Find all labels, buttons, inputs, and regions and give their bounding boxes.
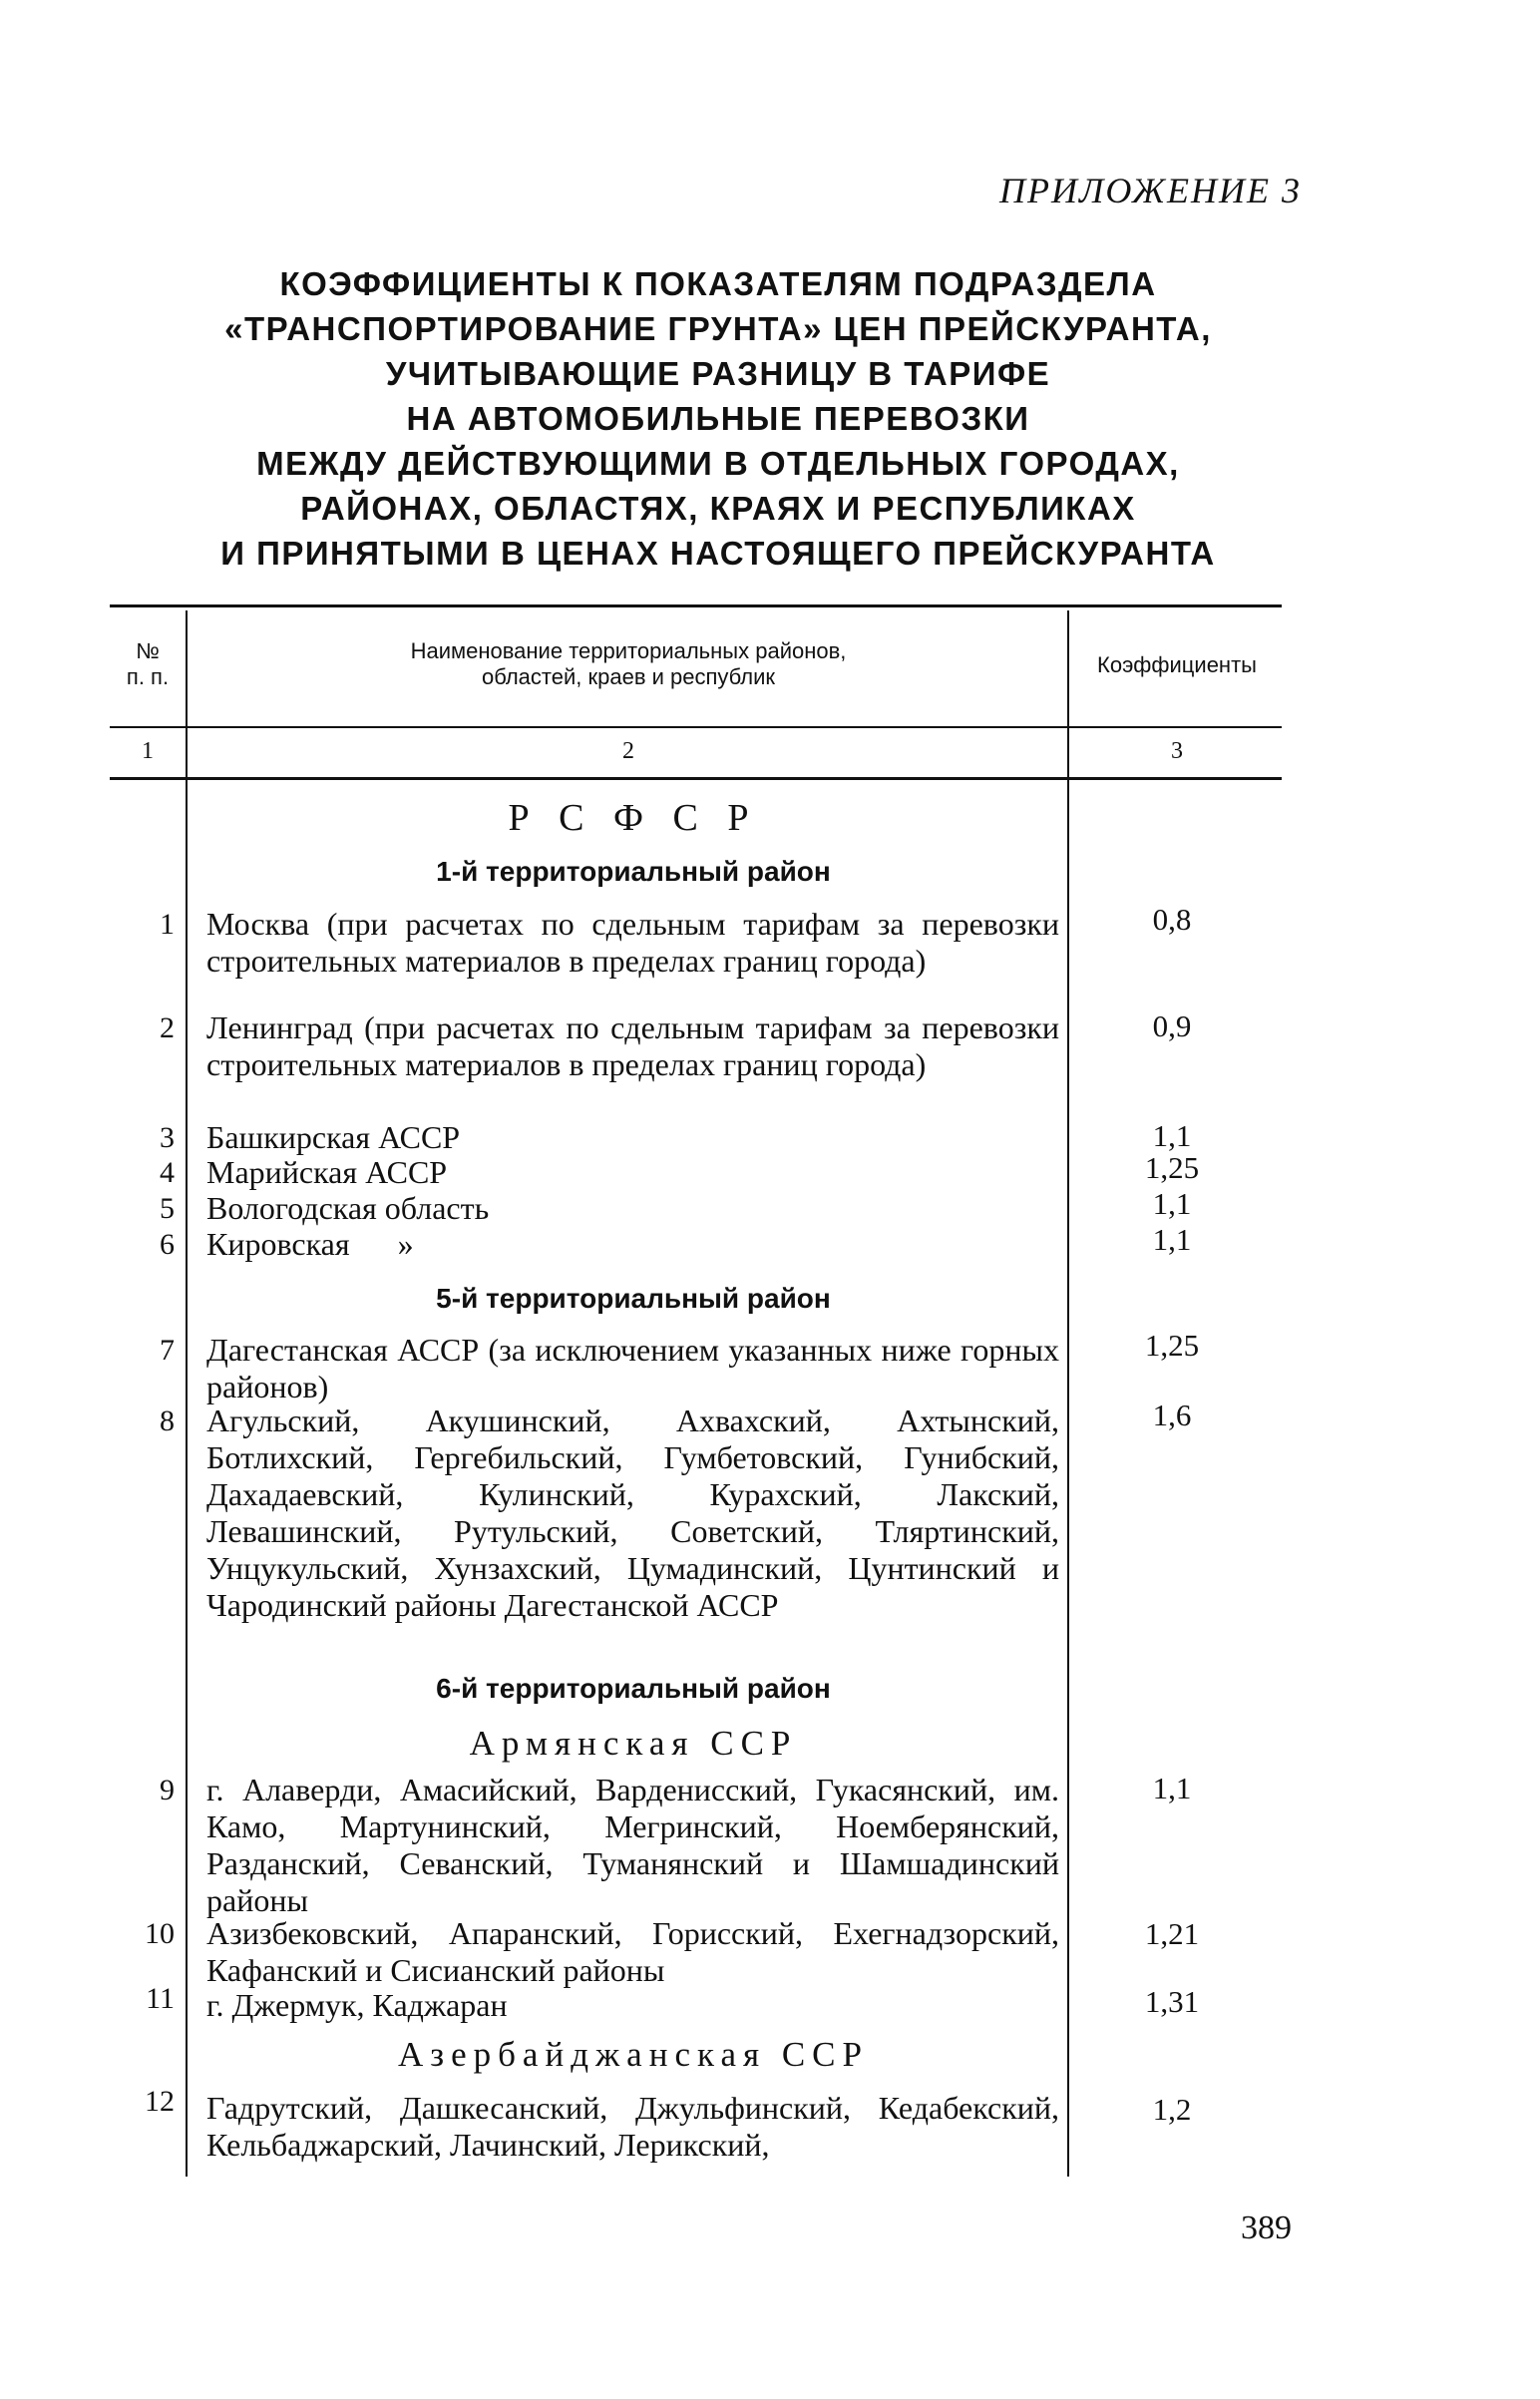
row-number: 8 (160, 1404, 175, 1437)
row-coefficient: 1,25 (1144, 1150, 1200, 1185)
title-line: УЧИТЫВАЮЩИЕ РАЗНИЦУ В ТАРИФЕ (385, 355, 1051, 392)
column-number: 2 (622, 738, 634, 764)
row-coefficient: 1,1 (1152, 1186, 1192, 1221)
row-name: Ленинград (при расчетах по сдельным тарифам за перевозки строительных материалов в пределах границ города) (206, 1009, 1059, 1082)
row-number: 11 (146, 1982, 175, 2015)
title-line: МЕЖДУ ДЕЙСТВУЮЩИМИ В ОТДЕЛЬНЫХ ГОРОДАХ, (256, 445, 1180, 482)
section-district-1: 1-й территориальный район (436, 856, 831, 887)
section-district-6: 6-й территориальный район (436, 1673, 831, 1704)
row-name: Башкирская АССР (206, 1119, 461, 1155)
section-azerbaijan: Азербайджанская ССР (397, 2035, 869, 2074)
section-district-5: 5-й территориальный район (436, 1283, 831, 1314)
row-name: г. Алаверди, Амасийский, Варденисский, Гукасянский, им. Камо, Мартунинский, Мегринский, Ноемберянский, Разданский, Севанский, Туманянский и Шамшадинский районы (206, 1772, 1059, 1918)
title-line: КОЭФФИЦИЕНТЫ К ПОКАЗАТЕЛЯМ ПОДРАЗДЕЛА (279, 265, 1157, 302)
row-coefficient: 1,1 (1152, 1222, 1192, 1257)
table-column-divider (1067, 610, 1069, 2177)
row-number: 1 (160, 908, 175, 941)
appendix-label: ПРИЛОЖЕНИЕ 3 (999, 171, 1302, 210)
section-rsfsr: Р С Ф С Р (508, 797, 759, 839)
row-coefficient: 1,2 (1152, 2092, 1192, 2127)
row-number: 2 (160, 1011, 175, 1044)
title-line: РАЙОНАХ, ОБЛАСТЯХ, КРАЯХ И РЕСПУБЛИКАХ (300, 490, 1136, 527)
row-number: 7 (160, 1334, 175, 1367)
row-coefficient: 0,8 (1152, 902, 1192, 937)
document-title (140, 261, 1297, 576)
column-number: 3 (1171, 738, 1183, 764)
title-line: И ПРИНЯТЫМИ В ЦЕНАХ НАСТОЯЩЕГО ПРЕЙСКУРАНТА (220, 535, 1216, 572)
title-line: НА АВТОМОБИЛЬНЫЕ ПЕРЕВОЗКИ (406, 400, 1030, 437)
row-coefficient: 1,1 (1152, 1118, 1192, 1153)
header-coef: Коэффициенты (1097, 652, 1257, 677)
title-line: «ТРАНСПОРТИРОВАНИЕ ГРУНТА» ЦЕН ПРЕЙСКУРАНТА, (224, 310, 1212, 347)
table-column-divider (186, 610, 188, 2177)
table-top-rule (110, 604, 1282, 607)
row-coefficient: 0,9 (1152, 1008, 1192, 1043)
row-coefficient: 1,31 (1144, 1984, 1200, 2019)
table-colnum-rule (110, 777, 1282, 780)
row-coefficient: 1,6 (1152, 1398, 1192, 1432)
section-armenia: Армянская ССР (469, 1724, 798, 1763)
row-name: Марийская АССР (206, 1154, 448, 1190)
header-num: № п. п. (126, 638, 170, 689)
column-number: 1 (142, 738, 154, 764)
row-name: Дагестанская АССР (за исключением указанных ниже горных районов) (206, 1332, 1059, 1404)
table-header-rule (110, 726, 1282, 728)
row-number: 4 (160, 1156, 175, 1189)
row-coefficient: 1,25 (1144, 1328, 1200, 1363)
row-number: 6 (160, 1228, 175, 1261)
row-name: г. Джермук, Каджаран (206, 1987, 508, 2023)
row-coefficient: 1,21 (1144, 1916, 1200, 1951)
row-coefficient: 1,1 (1152, 1771, 1192, 1805)
row-name: Гадрутский, Дашкесанский, Джульфинский, Кедабекский, Кельбаджарский, Лачинский, Лерикский, (206, 2090, 1059, 2163)
row-number: 12 (145, 2085, 175, 2118)
row-number: 3 (160, 1121, 175, 1154)
row-number: 10 (145, 1917, 175, 1950)
row-name: Кировская » (206, 1226, 414, 1262)
row-number: 9 (160, 1774, 175, 1806)
header-name: Наименование территориальных районов, областей, краев и республик (410, 638, 847, 689)
row-name: Азизбековский, Апаранский, Горисский, Ехегнадзорский, Кафанский и Сисианский районы (206, 1915, 1059, 1988)
page-number: 389 (1241, 2209, 1292, 2246)
row-name: Москва (при расчетах по сдельным тарифам за перевозки строительных материалов в пределах границ города) (206, 906, 1059, 979)
row-number: 5 (160, 1192, 175, 1225)
row-name: Вологодская область (206, 1190, 490, 1226)
row-name: Агульский, Акушинский, Ахвахский, Ахтынский, Ботлихский, Гергебильский, Гумбетовский, Гунибский, Дахадаевский, Кулинский, Курахский, Лакский, Левашинский, Рутульский, Советский, Тляртинский, Унцукульский, Хунзахский, Цумадинский, Цунтинский и Чародинский районы Дагестанской АССР (206, 1402, 1059, 1623)
